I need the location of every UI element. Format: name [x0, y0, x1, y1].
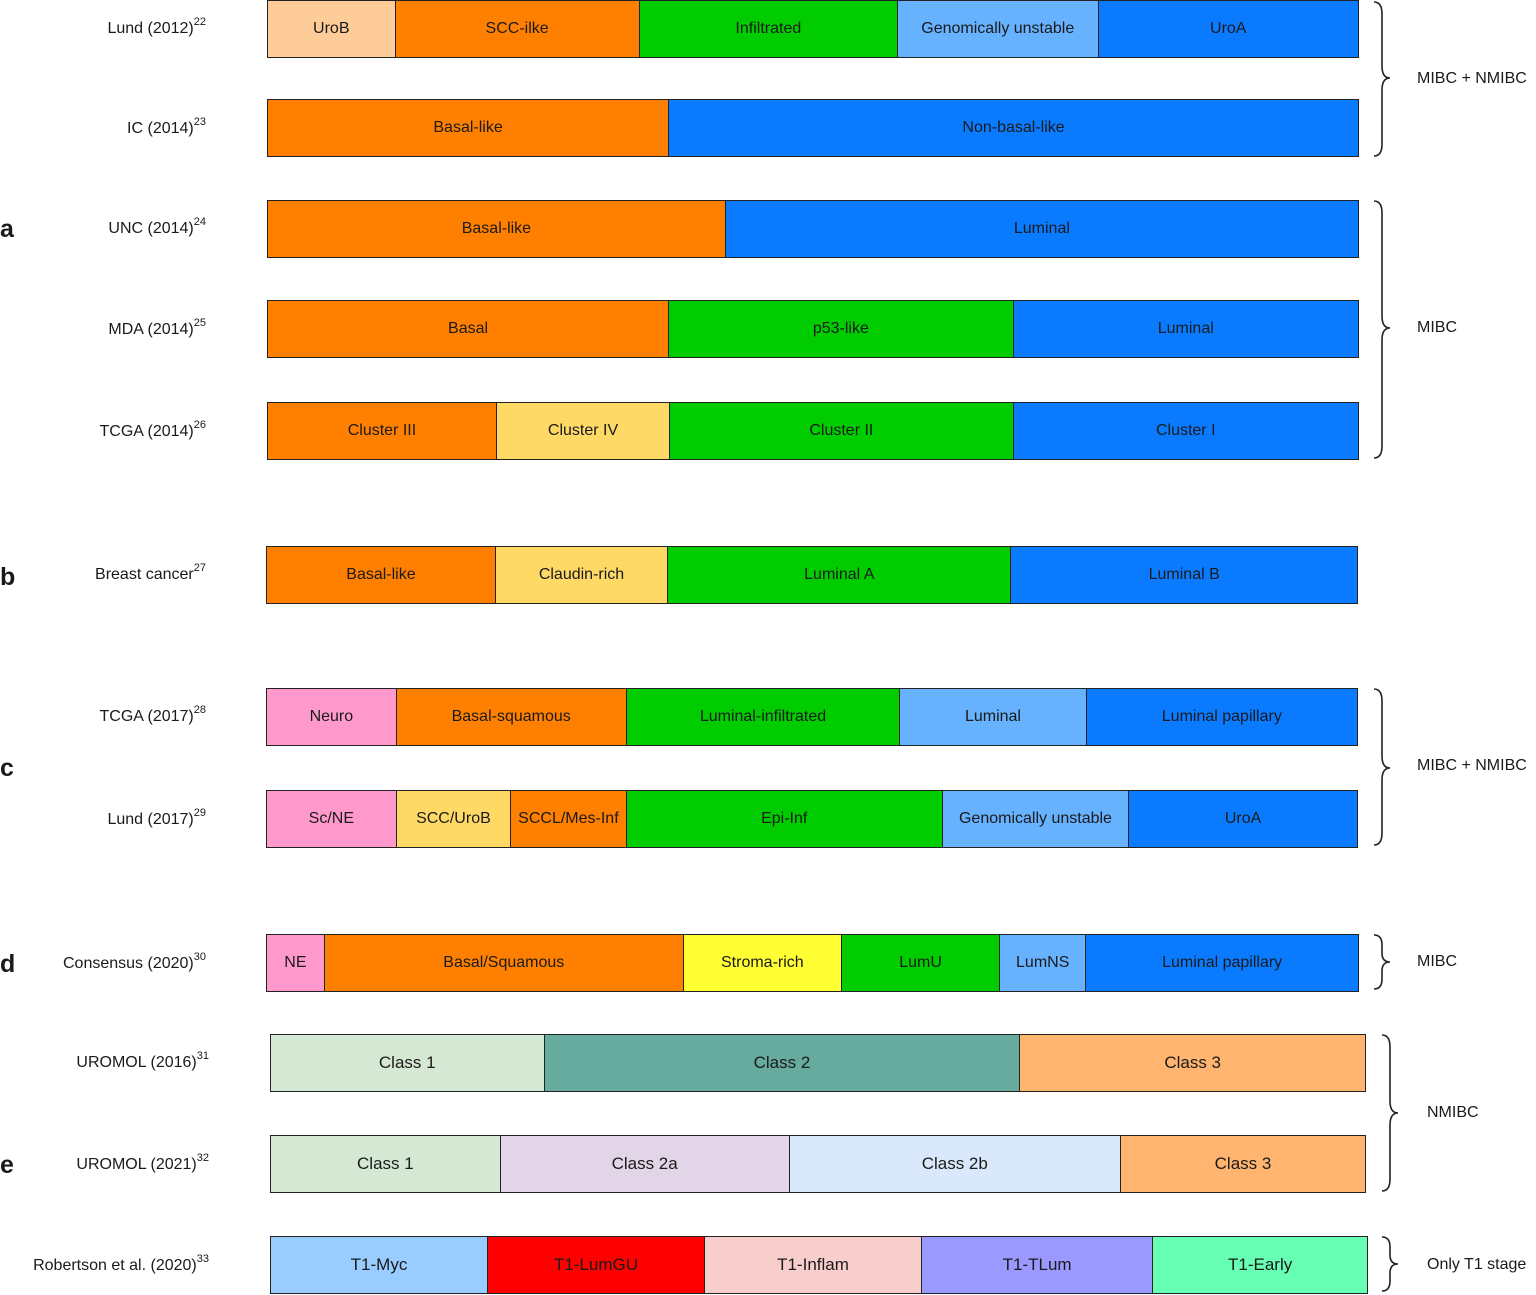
row-label-text: Lund (2012) — [107, 20, 194, 37]
segment-t1-lumgu: T1-LumGU — [488, 1237, 705, 1293]
row-label-breast — [95, 562, 206, 585]
row-label-tcga2017 — [99, 704, 206, 727]
segment-scc-ilke: SCC-ilke — [396, 1, 640, 57]
group-label-mibc-nmibc-2: MIBC + NMIBC — [1417, 757, 1527, 774]
segment-epi-inf: Epi-Inf — [627, 791, 943, 847]
row-label-ic2014 — [127, 116, 206, 139]
group-label-mibc-2: MIBC — [1417, 953, 1457, 970]
row-label-text: Consensus (2020) — [63, 955, 194, 972]
segment-cluster-ii: Cluster II — [670, 403, 1013, 459]
row-label-text: TCGA (2017) — [99, 708, 194, 725]
segment-claudin-rich: Claudin-rich — [496, 547, 668, 603]
row-label-text: Breast cancer — [95, 566, 194, 583]
row-label-ref: 29 — [193, 807, 206, 819]
segment-class-1: Class 1 — [271, 1136, 501, 1192]
segment-ne: NE — [267, 935, 325, 991]
subtype-bar-unc2014 — [267, 200, 1359, 258]
row-label-text: Robertson et al. (2020) — [33, 1257, 197, 1274]
segment-sc-ne: Sc/NE — [267, 791, 397, 847]
segment-class-2a: Class 2a — [501, 1136, 790, 1192]
subtype-bar-robertson2020 — [270, 1236, 1368, 1294]
row-label-lund2012 — [107, 16, 206, 39]
group-label-t1-stage: Only T1 stage — [1427, 1256, 1527, 1273]
row-label-ref: 33 — [196, 1253, 209, 1265]
segment-stroma-rich: Stroma-rich — [684, 935, 842, 991]
segment-basal-squamous: Basal-squamous — [397, 689, 627, 745]
segment-class-2: Class 2 — [545, 1035, 1021, 1091]
segment-uroa: UroA — [1129, 791, 1357, 847]
segment-infiltrated: Infiltrated — [640, 1, 898, 57]
segment-lumu: LumU — [842, 935, 1000, 991]
row-label-text: TCGA (2014) — [99, 423, 194, 440]
row-label-ref: 23 — [193, 116, 206, 128]
segment-cluster-iv: Cluster IV — [497, 403, 670, 459]
subtype-bar-uromol2021 — [270, 1135, 1366, 1193]
segment-p53-like: p53-like — [669, 301, 1013, 357]
segment-basal-like: Basal-like — [268, 100, 669, 156]
segment-t1-inflam: T1-Inflam — [705, 1237, 922, 1293]
segment-luminal-a: Luminal A — [668, 547, 1011, 603]
row-label-uromol2016 — [76, 1050, 209, 1073]
segment-luminal-infiltrated: Luminal-infiltrated — [627, 689, 901, 745]
segment-non-basal-like: Non-basal-like — [669, 100, 1358, 156]
segment-class-3: Class 3 — [1020, 1035, 1365, 1091]
segment-basal: Basal — [268, 301, 669, 357]
row-label-ref: 32 — [196, 1152, 209, 1164]
row-label-uromol2021 — [76, 1152, 209, 1175]
segment-uroa: UroA — [1099, 1, 1358, 57]
panel-letter-c: c — [0, 754, 14, 782]
segment-t1-myc: T1-Myc — [271, 1237, 488, 1293]
segment-neuro: Neuro — [267, 689, 397, 745]
subtype-bar-uromol2016 — [270, 1034, 1366, 1092]
row-label-ref: 28 — [193, 704, 206, 716]
segment-cluster-i: Cluster I — [1014, 403, 1358, 459]
row-label-text: Lund (2017) — [107, 811, 194, 828]
group-brace-4 — [1372, 933, 1402, 993]
segment-luminal-b: Luminal B — [1011, 547, 1357, 603]
segment-urob: UroB — [268, 1, 396, 57]
row-label-mda2014 — [108, 317, 206, 340]
segment-basal-like: Basal-like — [268, 201, 726, 257]
segment-lumns: LumNS — [1000, 935, 1086, 991]
group-label-nmibc: NMIBC — [1427, 1104, 1479, 1121]
panel-letter-b: b — [0, 563, 16, 591]
row-label-ref: 31 — [196, 1050, 209, 1062]
row-label-ref: 30 — [193, 951, 206, 963]
group-brace-3 — [1372, 687, 1402, 849]
segment-luminal: Luminal — [900, 689, 1086, 745]
row-label-ref: 27 — [193, 562, 206, 574]
row-label-ref: 26 — [193, 419, 206, 431]
group-brace-1 — [1372, 0, 1402, 160]
subtype-bar-tcga2014 — [267, 402, 1359, 460]
row-label-lund2017 — [107, 807, 206, 830]
row-label-text: IC (2014) — [127, 120, 194, 137]
group-brace-2 — [1372, 199, 1402, 461]
segment-sccl-mes-inf: SCCL/Mes-Inf — [511, 791, 627, 847]
segment-class-1: Class 1 — [271, 1035, 545, 1091]
subtype-bar-mda2014 — [267, 300, 1359, 358]
group-label-mibc-nmibc-1: MIBC + NMIBC — [1417, 70, 1527, 87]
segment-class-2b: Class 2b — [790, 1136, 1121, 1192]
segment-luminal: Luminal — [1014, 301, 1358, 357]
segment-class-3: Class 3 — [1121, 1136, 1365, 1192]
row-label-robertson2020 — [33, 1253, 209, 1276]
group-label-mibc-1: MIBC — [1417, 319, 1457, 336]
row-label-text: UNC (2014) — [108, 220, 194, 237]
subtype-bar-lund2012 — [267, 0, 1359, 58]
row-label-ref: 24 — [193, 216, 206, 228]
subtype-bar-tcga2017 — [266, 688, 1358, 746]
panel-letter-e: e — [0, 1151, 14, 1179]
row-label-text: UROMOL (2021) — [76, 1156, 197, 1173]
subtype-bar-lund2017 — [266, 790, 1358, 848]
subtype-bar-ic2014 — [267, 99, 1359, 157]
group-brace-5 — [1380, 1033, 1410, 1195]
panel-letter-d: d — [0, 950, 16, 978]
row-label-text: UROMOL (2016) — [76, 1054, 197, 1071]
group-brace-6 — [1380, 1235, 1410, 1295]
segment-basal-squamous: Basal/Squamous — [325, 935, 684, 991]
segment-genomically-unstable: Genomically unstable — [898, 1, 1099, 57]
subtype-bar-consensus2020 — [266, 934, 1359, 992]
segment-basal-like: Basal-like — [267, 547, 496, 603]
row-label-unc2014 — [108, 216, 206, 239]
segment-genomically-unstable: Genomically unstable — [943, 791, 1129, 847]
row-label-tcga2014 — [99, 419, 206, 442]
row-label-ref: 22 — [193, 16, 206, 28]
segment-t1-tlum: T1-TLum — [922, 1237, 1153, 1293]
row-label-ref: 25 — [193, 317, 206, 329]
segment-t1-early: T1-Early — [1153, 1237, 1367, 1293]
segment-luminal-papillary: Luminal papillary — [1087, 689, 1357, 745]
row-label-text: MDA (2014) — [108, 321, 194, 338]
subtype-bar-breast — [266, 546, 1358, 604]
panel-letter-a: a — [0, 215, 14, 243]
row-label-consensus2020 — [63, 951, 206, 974]
segment-scc-urob: SCC/UroB — [397, 791, 511, 847]
segment-luminal: Luminal — [726, 201, 1358, 257]
segment-luminal-papillary: Luminal papillary — [1086, 935, 1358, 991]
segment-cluster-iii: Cluster III — [268, 403, 497, 459]
